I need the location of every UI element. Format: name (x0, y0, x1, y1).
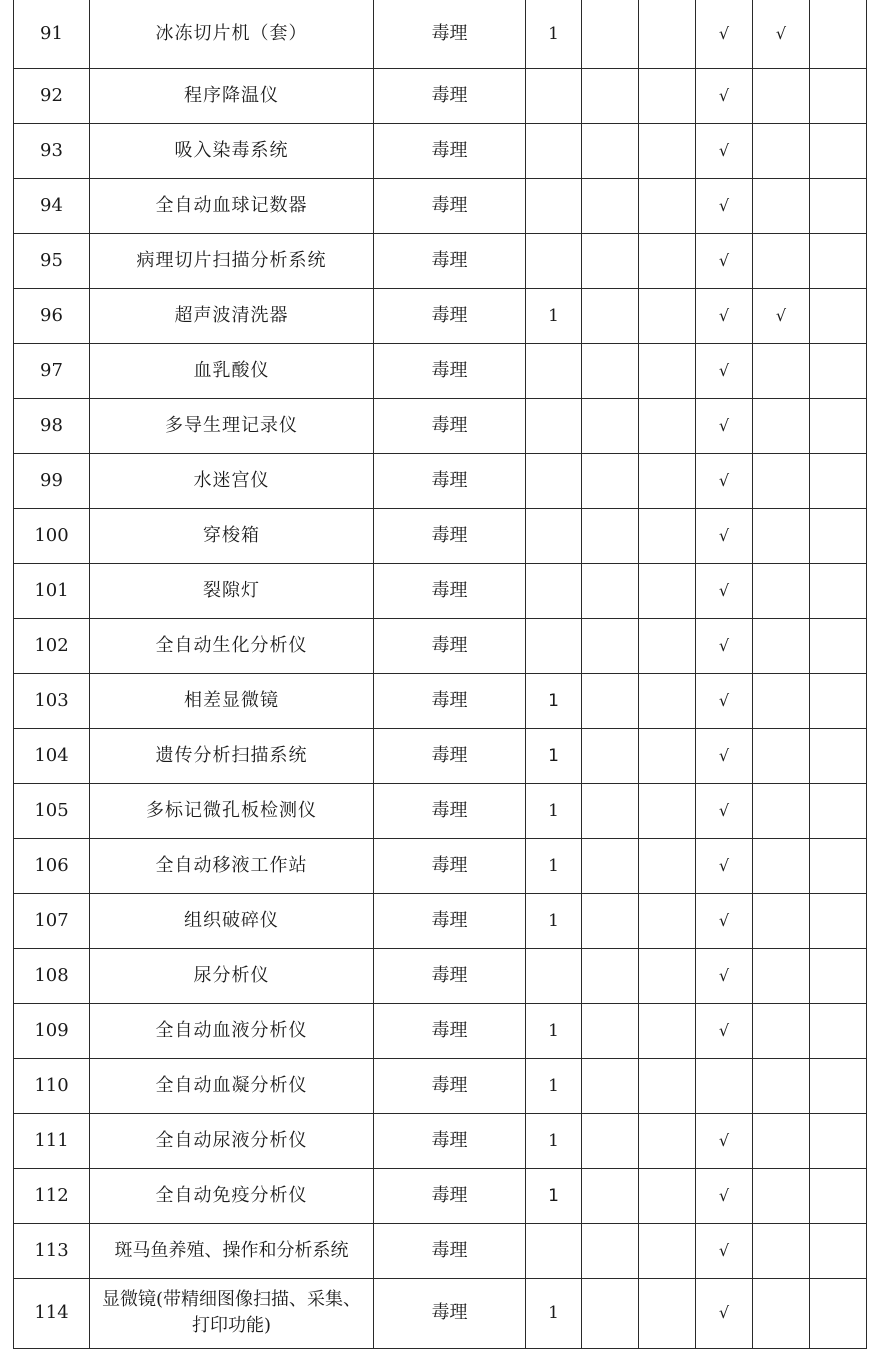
quantity-cell (526, 563, 582, 618)
row-number-cell: 113 (14, 1223, 90, 1278)
mark-cell-1 (582, 1168, 639, 1223)
department-cell: 毒理 (374, 233, 526, 288)
table-row (14, 68, 867, 123)
row-number-cell: 92 (14, 68, 90, 123)
table-row (14, 288, 867, 343)
mark-cell-5 (810, 1168, 867, 1223)
mark-cell-2 (639, 783, 696, 838)
row-number-cell: 100 (14, 508, 90, 563)
table-body (14, 0, 867, 1348)
mark-cell-1 (582, 233, 639, 288)
row-number-cell: 105 (14, 783, 90, 838)
mark-cell-2 (639, 123, 696, 178)
equipment-name-cell: 全自动血凝分析仪 (90, 1058, 374, 1113)
mark-cell-2 (639, 1003, 696, 1058)
row-number-cell: 99 (14, 453, 90, 508)
mark-cell-5 (810, 233, 867, 288)
mark-cell-1 (582, 68, 639, 123)
row-number-cell: 112 (14, 1168, 90, 1223)
department-cell: 毒理 (374, 838, 526, 893)
row-number-cell: 110 (14, 1058, 90, 1113)
row-number-cell: 104 (14, 728, 90, 783)
mark-cell-3: √ (696, 618, 753, 673)
table-row (14, 123, 867, 178)
mark-cell-1 (582, 1223, 639, 1278)
mark-cell-3: √ (696, 563, 753, 618)
equipment-name-cell: 显微镜(带精细图像扫描、采集、打印功能) (90, 1278, 374, 1348)
equipment-name-cell: 血乳酸仪 (90, 343, 374, 398)
mark-cell-5 (810, 1003, 867, 1058)
equipment-name-cell: 全自动移液工作站 (90, 838, 374, 893)
equipment-name-cell: 冰冻切片机（套） (90, 0, 374, 68)
mark-cell-3: √ (696, 233, 753, 288)
mark-cell-3: √ (696, 178, 753, 233)
mark-cell-4 (753, 1168, 810, 1223)
row-number-cell: 91 (14, 0, 90, 68)
quantity-cell: 1 (526, 1278, 582, 1348)
department-cell: 毒理 (374, 0, 526, 68)
mark-cell-2 (639, 453, 696, 508)
mark-cell-2 (639, 0, 696, 68)
quantity-cell (526, 1223, 582, 1278)
mark-cell-3: √ (696, 783, 753, 838)
quantity-cell: 1 (526, 783, 582, 838)
mark-cell-3: √ (696, 673, 753, 728)
mark-cell-2 (639, 1113, 696, 1168)
row-number-cell: 103 (14, 673, 90, 728)
mark-cell-5 (810, 1223, 867, 1278)
equipment-table (13, 0, 867, 1349)
equipment-name-cell: 尿分析仪 (90, 948, 374, 1003)
mark-cell-1 (582, 618, 639, 673)
mark-cell-5 (810, 1113, 867, 1168)
quantity-cell: 1 (526, 1058, 582, 1113)
table-row (14, 508, 867, 563)
equipment-name-cell: 全自动尿液分析仪 (90, 1113, 374, 1168)
mark-cell-3: √ (696, 1278, 753, 1348)
table-row (14, 1168, 867, 1223)
mark-cell-1 (582, 123, 639, 178)
quantity-cell: 1 (526, 288, 582, 343)
row-number-cell: 96 (14, 288, 90, 343)
mark-cell-4 (753, 1278, 810, 1348)
table-row (14, 783, 867, 838)
mark-cell-4: √ (753, 288, 810, 343)
mark-cell-4 (753, 1003, 810, 1058)
mark-cell-2 (639, 233, 696, 288)
mark-cell-5 (810, 838, 867, 893)
quantity-cell (526, 453, 582, 508)
equipment-name-cell: 全自动血球记数器 (90, 178, 374, 233)
quantity-cell (526, 123, 582, 178)
mark-cell-1 (582, 728, 639, 783)
department-cell: 毒理 (374, 178, 526, 233)
quantity-cell: 1 (526, 673, 582, 728)
mark-cell-2 (639, 1168, 696, 1223)
table-row (14, 233, 867, 288)
mark-cell-2 (639, 948, 696, 1003)
department-cell: 毒理 (374, 1058, 526, 1113)
mark-cell-3: √ (696, 0, 753, 68)
mark-cell-2 (639, 508, 696, 563)
row-number-cell: 107 (14, 893, 90, 948)
table-row (14, 948, 867, 1003)
mark-cell-1 (582, 453, 639, 508)
department-cell: 毒理 (374, 783, 526, 838)
mark-cell-5 (810, 618, 867, 673)
mark-cell-3: √ (696, 453, 753, 508)
department-cell: 毒理 (374, 343, 526, 398)
mark-cell-5 (810, 1058, 867, 1113)
quantity-cell (526, 398, 582, 453)
department-cell: 毒理 (374, 1003, 526, 1058)
equipment-name-cell: 多导生理记录仪 (90, 398, 374, 453)
mark-cell-4 (753, 508, 810, 563)
row-number-cell: 94 (14, 178, 90, 233)
table-row (14, 1278, 867, 1348)
equipment-name-cell: 全自动血液分析仪 (90, 1003, 374, 1058)
row-number-cell: 108 (14, 948, 90, 1003)
mark-cell-2 (639, 618, 696, 673)
mark-cell-3: √ (696, 68, 753, 123)
department-cell: 毒理 (374, 673, 526, 728)
mark-cell-1 (582, 0, 639, 68)
mark-cell-5 (810, 563, 867, 618)
mark-cell-5 (810, 178, 867, 233)
mark-cell-5 (810, 1278, 867, 1348)
quantity-cell: 1 (526, 1113, 582, 1168)
department-cell: 毒理 (374, 893, 526, 948)
equipment-name-cell: 遗传分析扫描系统 (90, 728, 374, 783)
equipment-name-cell: 多标记微孔板检测仪 (90, 783, 374, 838)
mark-cell-5 (810, 673, 867, 728)
department-cell: 毒理 (374, 728, 526, 783)
mark-cell-5 (810, 783, 867, 838)
mark-cell-4 (753, 1113, 810, 1168)
table-row (14, 398, 867, 453)
table-row (14, 673, 867, 728)
table-row (14, 343, 867, 398)
department-cell: 毒理 (374, 68, 526, 123)
table-row (14, 1113, 867, 1168)
table-row (14, 1058, 867, 1113)
equipment-name-cell: 病理切片扫描分析系统 (90, 233, 374, 288)
quantity-cell (526, 178, 582, 233)
department-cell: 毒理 (374, 398, 526, 453)
table-row (14, 893, 867, 948)
mark-cell-2 (639, 893, 696, 948)
mark-cell-3: √ (696, 1113, 753, 1168)
table-row (14, 728, 867, 783)
mark-cell-3: √ (696, 893, 753, 948)
mark-cell-2 (639, 343, 696, 398)
mark-cell-4 (753, 343, 810, 398)
mark-cell-3: √ (696, 1168, 753, 1223)
quantity-cell: 1 (526, 1168, 582, 1223)
department-cell: 毒理 (374, 948, 526, 1003)
equipment-name-cell: 水迷宫仪 (90, 453, 374, 508)
mark-cell-1 (582, 1113, 639, 1168)
quantity-cell: 1 (526, 0, 582, 68)
mark-cell-5 (810, 68, 867, 123)
quantity-cell (526, 508, 582, 563)
mark-cell-1 (582, 783, 639, 838)
mark-cell-2 (639, 1058, 696, 1113)
mark-cell-2 (639, 728, 696, 783)
mark-cell-3: √ (696, 1003, 753, 1058)
quantity-cell: 1 (526, 728, 582, 783)
row-number-cell: 95 (14, 233, 90, 288)
row-number-cell: 102 (14, 618, 90, 673)
mark-cell-4 (753, 728, 810, 783)
department-cell: 毒理 (374, 618, 526, 673)
equipment-name-cell: 裂隙灯 (90, 563, 374, 618)
mark-cell-5 (810, 453, 867, 508)
mark-cell-3: √ (696, 728, 753, 783)
mark-cell-1 (582, 288, 639, 343)
mark-cell-1 (582, 673, 639, 728)
quantity-cell (526, 948, 582, 1003)
table-row (14, 178, 867, 233)
quantity-cell: 1 (526, 1003, 582, 1058)
department-cell: 毒理 (374, 563, 526, 618)
mark-cell-2 (639, 563, 696, 618)
quantity-cell: 1 (526, 893, 582, 948)
mark-cell-5 (810, 728, 867, 783)
department-cell: 毒理 (374, 1168, 526, 1223)
equipment-name-cell: 穿梭箱 (90, 508, 374, 563)
table-row (14, 0, 867, 68)
department-cell: 毒理 (374, 288, 526, 343)
mark-cell-3: √ (696, 1223, 753, 1278)
department-cell: 毒理 (374, 453, 526, 508)
mark-cell-3: √ (696, 838, 753, 893)
mark-cell-5 (810, 398, 867, 453)
mark-cell-4 (753, 178, 810, 233)
row-number-cell: 114 (14, 1278, 90, 1348)
equipment-name-cell: 吸入染毒系统 (90, 123, 374, 178)
equipment-name-cell: 全自动生化分析仪 (90, 618, 374, 673)
department-cell: 毒理 (374, 123, 526, 178)
row-number-cell: 109 (14, 1003, 90, 1058)
equipment-name-cell: 全自动免疫分析仪 (90, 1168, 374, 1223)
mark-cell-1 (582, 893, 639, 948)
department-cell: 毒理 (374, 1113, 526, 1168)
table-row (14, 1223, 867, 1278)
mark-cell-4 (753, 1058, 810, 1113)
mark-cell-3: √ (696, 398, 753, 453)
mark-cell-1 (582, 1003, 639, 1058)
mark-cell-4 (753, 453, 810, 508)
table-row (14, 618, 867, 673)
mark-cell-2 (639, 1278, 696, 1348)
mark-cell-4 (753, 783, 810, 838)
equipment-name-cell: 超声波清洗器 (90, 288, 374, 343)
department-cell: 毒理 (374, 508, 526, 563)
equipment-name-cell: 斑马鱼养殖、操作和分析系统 (90, 1223, 374, 1278)
quantity-cell (526, 233, 582, 288)
mark-cell-1 (582, 838, 639, 893)
mark-cell-5 (810, 123, 867, 178)
mark-cell-3: √ (696, 508, 753, 563)
mark-cell-2 (639, 68, 696, 123)
mark-cell-1 (582, 178, 639, 233)
mark-cell-4 (753, 123, 810, 178)
equipment-table-container (13, 0, 866, 1349)
mark-cell-1 (582, 508, 639, 563)
mark-cell-2 (639, 178, 696, 233)
quantity-cell (526, 343, 582, 398)
quantity-cell (526, 68, 582, 123)
table-row (14, 1003, 867, 1058)
mark-cell-4 (753, 838, 810, 893)
row-number-cell: 111 (14, 1113, 90, 1168)
mark-cell-4 (753, 893, 810, 948)
mark-cell-5 (810, 343, 867, 398)
table-row (14, 838, 867, 893)
mark-cell-2 (639, 673, 696, 728)
mark-cell-4 (753, 673, 810, 728)
row-number-cell: 106 (14, 838, 90, 893)
quantity-cell (526, 618, 582, 673)
mark-cell-4 (753, 233, 810, 288)
mark-cell-1 (582, 948, 639, 1003)
mark-cell-2 (639, 398, 696, 453)
mark-cell-4: √ (753, 0, 810, 68)
quantity-cell: 1 (526, 838, 582, 893)
table-row (14, 563, 867, 618)
mark-cell-3: √ (696, 948, 753, 1003)
mark-cell-2 (639, 838, 696, 893)
row-number-cell: 93 (14, 123, 90, 178)
mark-cell-4 (753, 618, 810, 673)
mark-cell-3: √ (696, 288, 753, 343)
mark-cell-4 (753, 398, 810, 453)
mark-cell-3: √ (696, 343, 753, 398)
mark-cell-2 (639, 288, 696, 343)
mark-cell-5 (810, 508, 867, 563)
mark-cell-1 (582, 398, 639, 453)
mark-cell-1 (582, 1278, 639, 1348)
mark-cell-4 (753, 1223, 810, 1278)
table-row (14, 453, 867, 508)
mark-cell-5 (810, 948, 867, 1003)
mark-cell-5 (810, 288, 867, 343)
row-number-cell: 98 (14, 398, 90, 453)
department-cell: 毒理 (374, 1223, 526, 1278)
mark-cell-4 (753, 948, 810, 1003)
mark-cell-3: √ (696, 123, 753, 178)
mark-cell-1 (582, 1058, 639, 1113)
equipment-name-cell: 程序降温仪 (90, 68, 374, 123)
department-cell: 毒理 (374, 1278, 526, 1348)
mark-cell-3 (696, 1058, 753, 1113)
mark-cell-4 (753, 68, 810, 123)
equipment-name-cell: 相差显微镜 (90, 673, 374, 728)
mark-cell-5 (810, 893, 867, 948)
mark-cell-4 (753, 563, 810, 618)
row-number-cell: 101 (14, 563, 90, 618)
mark-cell-2 (639, 1223, 696, 1278)
mark-cell-1 (582, 563, 639, 618)
row-number-cell: 97 (14, 343, 90, 398)
mark-cell-5 (810, 0, 867, 68)
mark-cell-1 (582, 343, 639, 398)
equipment-name-cell: 组织破碎仪 (90, 893, 374, 948)
